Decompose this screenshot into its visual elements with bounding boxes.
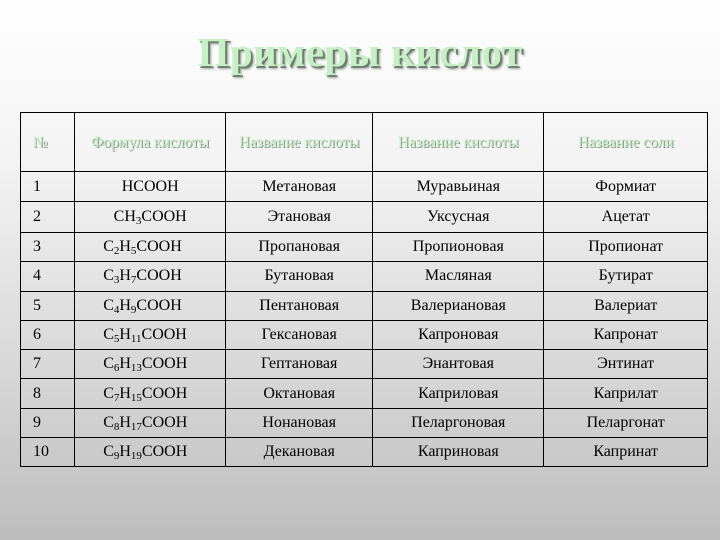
formula-symbol: COOH [141,413,188,431]
formula-symbol: C [103,296,114,314]
formula-symbol: COOH [136,296,182,314]
systematic-name-cell: Декановая [226,438,373,467]
formula-subscript: 3 [113,274,120,287]
trivial-name-cell: Энантовая [373,350,544,379]
formula-subscript: 5 [113,333,120,346]
trivial-name-cell: Уксусная [373,202,544,233]
formula-symbol: COOH [136,267,182,285]
row-number: 1 [21,172,75,202]
formula-cell [75,233,226,262]
table-body [21,172,708,467]
formula-cell [75,202,226,233]
formula-symbol: H [119,296,131,314]
formula-symbol: C [103,355,114,373]
trivial-name-cell: Капроновая [373,320,544,349]
header-trivial-name: Название кислоты [373,113,544,172]
formula-subscript: 2 [113,245,120,258]
header-systematic-name: Название кислоты [226,113,373,172]
formula-symbol: COOH [141,208,187,225]
salt-name-cell: Валериат [544,291,708,320]
formula-symbol: H [119,355,131,373]
acids-table [20,112,708,467]
row-number: 9 [21,408,75,437]
formula-symbol: H [119,413,131,431]
systematic-name-cell: Пентановая [226,291,373,320]
row-number: 2 [21,202,75,233]
formula-symbol: H [119,326,131,344]
table-row [21,291,708,320]
formula-subscript: 3 [135,215,142,227]
table-row [21,202,708,233]
formula-symbol: C [103,267,114,285]
salt-name-cell: Капринат [544,438,708,467]
row-number: 6 [21,320,75,349]
systematic-name-cell: Гексановая [226,320,373,349]
formula-symbol: C [103,384,114,402]
systematic-name-cell: Метановая [226,172,373,202]
formula-symbol: C [103,443,114,461]
formula-subscript: 11 [130,333,142,346]
header-salt-name: Название соли [544,113,708,172]
formula-subscript: 7 [130,274,137,287]
formula-symbol: HCOOH [121,177,179,195]
formula-symbol: COOH [141,355,188,373]
salt-name-cell: Ацетат [544,202,708,233]
formula-symbol: C [103,413,114,431]
systematic-name-cell: Нонановая [226,408,373,437]
table-row [21,350,708,379]
formula-subscript: 17 [130,420,142,433]
formula-subscript: 4 [113,303,120,316]
row-number: 8 [21,379,75,408]
formula-symbol: H [119,384,131,402]
salt-name-cell: Капронат [544,320,708,349]
formula-cell [75,438,226,467]
trivial-name-cell: Валериановая [373,291,544,320]
salt-name-cell: Бутират [544,262,708,291]
formula-cell [75,350,226,379]
salt-name-cell: Каприлат [544,379,708,408]
formula-symbol: H [119,267,131,285]
systematic-name-cell: Этановая [226,202,373,233]
formula-subscript: 9 [130,303,137,316]
trivial-name-cell: Пеларгоновая [373,408,544,437]
systematic-name-cell: Октановая [226,379,373,408]
table-header-row [21,113,708,172]
formula-subscript: 8 [113,420,120,433]
slide-title: Примеры кислот [197,29,523,75]
salt-name-cell: Пеларгонат [544,408,708,437]
table-row [21,262,708,291]
formula-symbol: COOH [141,326,187,344]
formula-cell [75,408,226,437]
formula-symbol: H [119,443,131,461]
row-number: 4 [21,262,75,291]
systematic-name-cell: Пропановая [226,233,373,262]
formula-subscript: 5 [130,245,137,258]
table-row [21,379,708,408]
formula-subscript: 19 [130,450,142,463]
header-formula: Формула кислоты [75,113,226,172]
salt-name-cell: Пропионат [544,233,708,262]
salt-name-cell: Формиат [544,172,708,202]
header-number: № [21,113,75,172]
trivial-name-cell: Муравьиная [373,172,544,202]
table-row [21,438,708,467]
formula-cell [75,379,226,408]
table-row [21,320,708,349]
formula-cell [75,291,226,320]
trivial-name-cell: Каприновая [373,438,544,467]
trivial-name-cell: Каприловая [373,379,544,408]
formula-subscript: 6 [113,362,120,375]
formula-symbol: C [103,238,114,256]
formula-cell [75,320,226,349]
table-row [21,172,708,202]
formula-subscript: 7 [113,391,120,404]
formula-cell [75,172,226,202]
formula-subscript: 15 [130,391,142,404]
row-number: 10 [21,438,75,467]
salt-name-cell: Энтинат [544,350,708,379]
systematic-name-cell: Гептановая [226,350,373,379]
trivial-name-cell: Пропионовая [373,233,544,262]
row-number: 7 [21,350,75,379]
formula-cell [75,262,226,291]
formula-subscript: 13 [130,362,142,375]
trivial-name-cell: Масляная [373,262,544,291]
systematic-name-cell: Бутановая [226,262,373,291]
formula-subscript: 9 [113,450,120,463]
formula-symbol: C [103,326,114,344]
formula-symbol: COOH [136,238,182,256]
row-number: 3 [21,233,75,262]
formula-symbol: H [119,238,131,256]
row-number: 5 [21,291,75,320]
table-row [21,408,708,437]
formula-symbol: COOH [141,443,188,461]
formula-symbol: CH [113,208,136,225]
formula-symbol: COOH [141,384,188,402]
table-row [21,233,708,262]
